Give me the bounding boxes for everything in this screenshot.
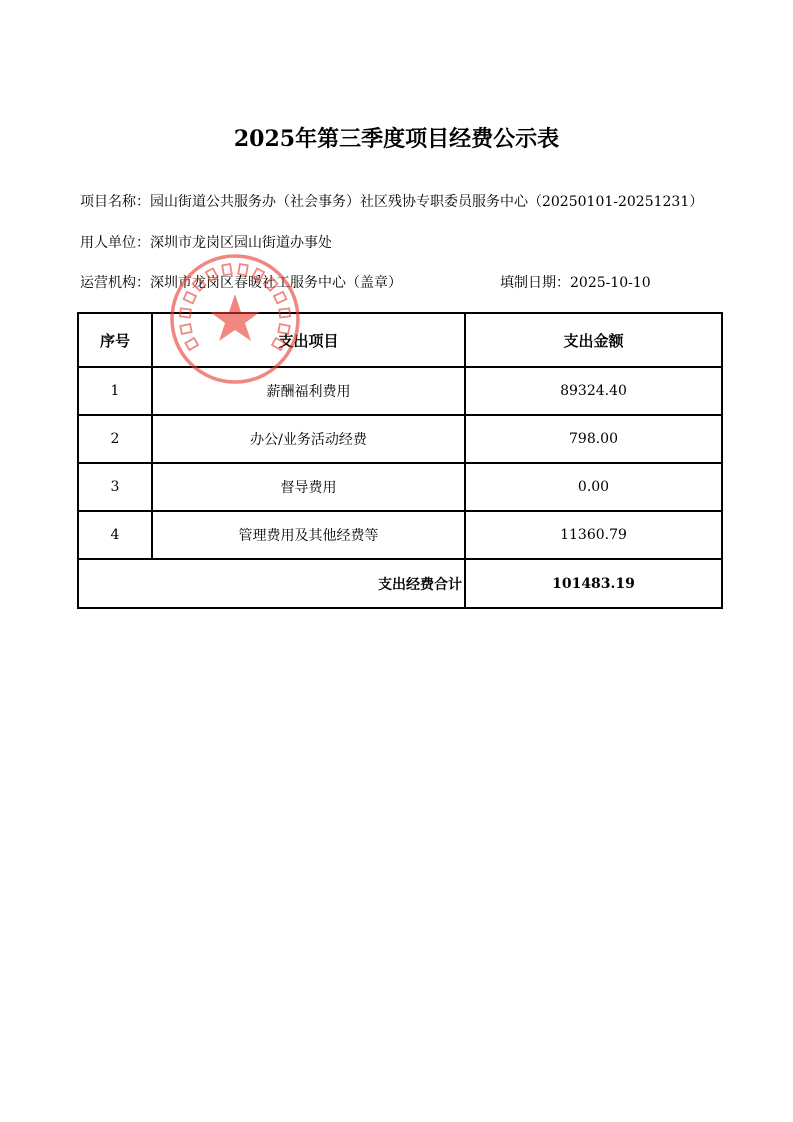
header-no: 序号 [78, 313, 152, 367]
table-row [78, 511, 722, 559]
operator: 运营机构：深圳市龙岗区春暖社工服务中心（盖章） [80, 275, 402, 291]
project-name: 项目名称：园山街道公共服务办（社会事务）社区残协专职委员服务中心（20250101-20251231） [80, 194, 704, 210]
table-row [78, 367, 722, 415]
table-row [78, 463, 722, 511]
row-no: 3 [78, 463, 152, 511]
row-no: 2 [78, 415, 152, 463]
table-header [78, 313, 722, 367]
row-amount: 89324.40 [465, 367, 722, 415]
table-row [78, 415, 722, 463]
row-item: 办公/业务活动经费 [152, 415, 465, 463]
page-title: 2025年第三季度项目经费公示表 [233, 126, 560, 152]
header-amount: 支出金额 [465, 313, 722, 367]
fill-date: 填制日期：2025-10-10 [500, 275, 651, 291]
row-amount: 11360.79 [465, 511, 722, 559]
row-no: 1 [78, 367, 152, 415]
total-label: 支出经费合计 [78, 559, 465, 608]
row-item: 管理费用及其他经费等 [152, 511, 465, 559]
seal-glyph-mark [274, 292, 286, 304]
row-amount: 798.00 [465, 415, 722, 463]
row-item: 督导费用 [152, 463, 465, 511]
expense-table [77, 312, 723, 609]
row-no: 4 [78, 511, 152, 559]
row-amount: 0.00 [465, 463, 722, 511]
total-row [78, 559, 722, 608]
employer: 用人单位：深圳市龙岗区园山街道办事处 [80, 235, 332, 251]
header-item: 支出项目 [152, 313, 465, 367]
seal-glyph-mark [184, 292, 196, 304]
row-item: 薪酬福利费用 [152, 367, 465, 415]
total-amount: 101483.19 [465, 559, 722, 608]
